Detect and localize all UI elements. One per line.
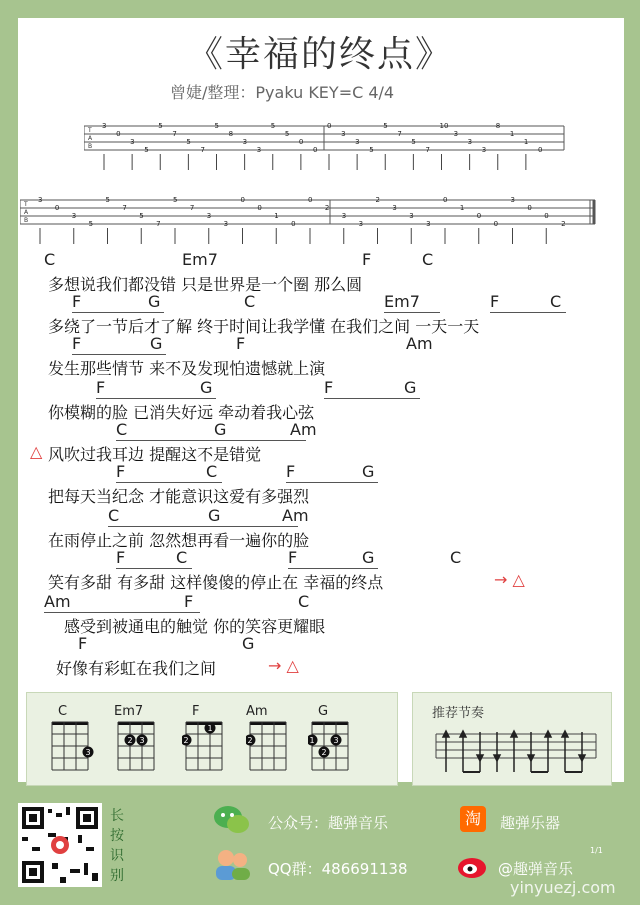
chord-underline xyxy=(96,398,216,399)
tab2-string-b: B xyxy=(24,217,29,224)
rhythm-pattern xyxy=(432,726,602,780)
tab-fret-number: 5 xyxy=(383,122,388,130)
lyric-line: 你模糊的脸 已消失好远 牵动着我心弦 xyxy=(48,403,315,422)
chord-symbol: G xyxy=(362,548,375,567)
tab2-string-t: T xyxy=(24,201,28,208)
chord-underline xyxy=(490,312,566,313)
qr-code-pattern xyxy=(18,803,102,887)
tab-fret-number: 0 xyxy=(308,196,313,204)
tab-fret-number: 1 xyxy=(523,138,529,146)
chord-finger-number: 2 xyxy=(247,736,253,745)
qq-group-icon xyxy=(212,846,254,884)
chord-symbol: F xyxy=(362,250,372,269)
tab-fret-number: 5 xyxy=(158,122,163,130)
chord-symbol: F xyxy=(78,634,88,653)
tab-fret-number: 1 xyxy=(509,130,515,138)
chord-diagram-name: Em7 xyxy=(114,704,144,719)
tab-fret-number: 3 xyxy=(409,212,414,220)
tab-fret-number: 3 xyxy=(467,138,473,146)
chord-underline xyxy=(72,354,166,355)
tab-fret-number: 7 xyxy=(122,204,127,212)
chord-symbol: Am xyxy=(44,592,71,611)
tab-fret-number: 0 xyxy=(476,212,482,220)
chord-underline xyxy=(44,612,200,613)
repeat-arrow: → △ xyxy=(494,570,525,589)
chord-diagram-name: Am xyxy=(246,704,268,719)
tab-fret-number: 3 xyxy=(38,196,43,204)
tab-fret-number: 8 xyxy=(228,130,234,138)
chord-symbol: G xyxy=(200,378,213,397)
chord-symbol: Am xyxy=(282,506,309,525)
tab-fret-number: 0 xyxy=(527,204,532,212)
tab-fret-number: 2 xyxy=(324,204,330,212)
tab-fret-number: 3 xyxy=(453,130,459,138)
chord-symbol: C xyxy=(206,462,218,481)
tab-fret-number: 3 xyxy=(256,146,262,154)
lyric-line: 风吹过我耳边 提醒这不是错觉 xyxy=(48,445,262,464)
chord-symbol: F xyxy=(324,378,334,397)
tab-fret-number: 3 xyxy=(206,212,212,220)
tab-fret-number: 3 xyxy=(358,220,364,228)
chord-symbol: Am xyxy=(290,420,317,439)
chord-underline xyxy=(72,312,164,313)
tab2-string-a: A xyxy=(24,209,29,216)
chord-symbol: F xyxy=(184,592,194,611)
chord-symbol: F xyxy=(116,462,126,481)
chord-diagram-name: F xyxy=(192,704,200,719)
chord-underline xyxy=(286,482,378,483)
chord-diagram-name: C xyxy=(58,704,68,719)
chord-symbol: G xyxy=(404,378,417,397)
tab-fret-number: 5 xyxy=(284,130,290,138)
chord-finger-number: 2 xyxy=(127,736,133,745)
chord-underline xyxy=(116,568,192,569)
tab-string-b: B xyxy=(88,143,93,150)
taobao-shop: 趣弹乐器 xyxy=(500,814,561,832)
chord-diagram-grid xyxy=(114,720,164,780)
chord-underline xyxy=(116,482,222,483)
chord-finger-number: 3 xyxy=(333,736,339,745)
tab-fret-number: 0 xyxy=(298,138,304,146)
lyric-line: 笑有多甜 有多甜 这样傻傻的停止在 幸福的终点 xyxy=(48,573,384,592)
chord-diagram-grid xyxy=(48,720,98,780)
tab-fret-number: 8 xyxy=(495,122,501,130)
chord-finger-number: 3 xyxy=(85,748,91,757)
chord-underline xyxy=(108,526,298,527)
tab-fret-number: 0 xyxy=(544,212,549,220)
chord-underline xyxy=(324,398,420,399)
tab-fret-number: 5 xyxy=(173,196,178,204)
chord-symbol: G xyxy=(362,462,375,481)
tab-staff-row-2 xyxy=(20,190,620,252)
tab-fret-number: 3 xyxy=(71,212,77,220)
lyric-line: 发生那些情节 来不及发现怕遗憾就上演 xyxy=(48,359,326,378)
tab-fret-number: 7 xyxy=(397,130,402,138)
chord-symbol: F xyxy=(96,378,106,397)
chord-symbol: F xyxy=(286,462,296,481)
chord-symbol: F xyxy=(116,548,126,567)
chord-symbol: F xyxy=(72,334,82,353)
repeat-arrow: → △ xyxy=(268,656,299,675)
chord-symbol: C xyxy=(108,506,120,525)
tab-fret-number: 3 xyxy=(355,138,360,146)
rhythm-title: 推荐节奏 xyxy=(432,706,485,721)
taobao-icon: 淘 xyxy=(460,806,486,832)
lyric-line: 多想说我们都没错 只是世界是一个圈 那么圆 xyxy=(48,275,363,294)
lyric-line: 把每天当纪念 才能意识这爱有多强烈 xyxy=(48,487,310,506)
chord-symbol: F xyxy=(490,292,500,311)
wechat-icon xyxy=(212,802,252,838)
tab-fret-number: 5 xyxy=(270,122,276,130)
tab-staff-row-1 xyxy=(84,116,574,178)
lyric-line: 在雨停止之前 忽然想再看一遍你的脸 xyxy=(48,531,310,550)
tab-fret-number: 3 xyxy=(392,204,397,212)
chord-symbol: G xyxy=(150,334,163,353)
chord-symbol: C xyxy=(116,420,128,439)
tab-fret-number: 5 xyxy=(186,138,191,146)
chord-underline xyxy=(384,312,440,313)
tab-fret-number: 5 xyxy=(88,220,94,228)
tab-fret-number: 0 xyxy=(116,130,121,138)
tab-fret-number: 0 xyxy=(54,204,60,212)
tab-fret-number: 7 xyxy=(172,130,177,138)
tab-fret-number: 0 xyxy=(312,146,318,154)
chord-symbol: C xyxy=(550,292,562,311)
tab-fret-number: 1 xyxy=(459,204,465,212)
lyric-line: 好像有彩虹在我们之间 xyxy=(56,659,217,678)
tab-fret-number: 7 xyxy=(200,146,205,154)
tab-fret-number: 3 xyxy=(242,138,248,146)
chord-diagram-grid xyxy=(308,720,358,780)
tab-fret-number: 5 xyxy=(369,146,374,154)
chord-finger-number: 2 xyxy=(321,748,327,757)
tab-fret-number: 2 xyxy=(375,196,380,204)
tab-fret-number: 0 xyxy=(257,204,262,212)
tab-fret-number: 3 xyxy=(510,196,515,204)
tab-fret-number: 3 xyxy=(130,138,135,146)
chord-finger-number: 2 xyxy=(183,736,189,745)
qr-code[interactable] xyxy=(18,803,102,887)
song-title: 《幸福的终点》 xyxy=(186,34,453,75)
tab-fret-number: 0 xyxy=(327,122,332,130)
chord-diagram-grid xyxy=(246,720,296,780)
tab-fret-number: 7 xyxy=(425,146,430,154)
chord-symbol: Em7 xyxy=(384,292,420,311)
tab-string-t: T xyxy=(88,127,92,134)
site-watermark: yinyuezj.com xyxy=(510,878,616,897)
repeat-mark: △ xyxy=(30,442,43,461)
tab-fret-number: 3 xyxy=(223,220,229,228)
tab-string-a: A xyxy=(88,135,93,142)
tab-fret-number: 0 xyxy=(240,196,245,204)
chord-symbol: G xyxy=(242,634,255,653)
tab-fret-number: 7 xyxy=(156,220,161,228)
tab-fret-number: 2 xyxy=(561,220,566,228)
tab-fret-number: 3 xyxy=(102,122,107,130)
chord-symbol: C xyxy=(176,548,188,567)
tab-fret-number: 0 xyxy=(291,220,296,228)
page-number: 1/1 xyxy=(590,846,603,855)
chord-symbol: G xyxy=(214,420,227,439)
chord-symbol: G xyxy=(148,292,161,311)
lyric-line: 多绕了一节后才了解 终于时间让我学懂 在我们之间 一天一天 xyxy=(48,317,480,336)
tab-fret-number: 5 xyxy=(105,196,110,204)
chord-underline xyxy=(288,568,378,569)
chord-symbol: Em7 xyxy=(182,250,218,269)
weibo-account: @趣弹音乐 xyxy=(498,860,574,878)
chord-diagram-name: G xyxy=(318,704,329,719)
tab-fret-number: 5 xyxy=(144,146,149,154)
tab-fret-number: 0 xyxy=(537,146,543,154)
tab-fret-number: 0 xyxy=(493,220,499,228)
tab-fret-number: 5 xyxy=(411,138,416,146)
qr-label: 长按识别 xyxy=(110,808,124,884)
chord-symbol: Am xyxy=(406,334,433,353)
tab-fret-number: 3 xyxy=(481,146,487,154)
chord-symbol: C xyxy=(298,592,310,611)
chord-finger-number: 1 xyxy=(309,736,315,745)
lyric-line: 感受到被通电的触觉 你的笑容更耀眼 xyxy=(64,617,326,636)
tab-fret-number: 3 xyxy=(426,220,431,228)
chord-symbol: C xyxy=(44,250,56,269)
chord-underline xyxy=(116,440,306,441)
chord-diagram-grid xyxy=(182,720,232,780)
tab-fret-number: 3 xyxy=(341,130,346,138)
tab-fret-number: 1 xyxy=(274,212,279,220)
wechat-account: 公众号：趣弹音乐 xyxy=(268,814,389,832)
chord-symbol: C xyxy=(422,250,434,269)
weibo-icon xyxy=(456,850,492,880)
qq-group: QQ群：486691138 xyxy=(268,860,408,878)
chord-symbol: C xyxy=(450,548,462,567)
tab-fret-number: 0 xyxy=(443,196,448,204)
tab-fret-number: 10 xyxy=(439,122,449,130)
chord-finger-number: 3 xyxy=(139,736,145,745)
chord-symbol: C xyxy=(244,292,256,311)
tab-fret-number: 5 xyxy=(139,212,144,220)
chord-symbol: G xyxy=(208,506,221,525)
tab-fret-number: 7 xyxy=(189,204,195,212)
chord-symbol: F xyxy=(288,548,298,567)
song-subtitle: 曾婕/整理：Pyaku KEY=C 4/4 xyxy=(170,83,395,102)
chord-symbol: F xyxy=(72,292,82,311)
chord-finger-number: 1 xyxy=(207,724,213,733)
chord-symbol: F xyxy=(236,334,246,353)
tab-fret-number: 3 xyxy=(341,212,347,220)
tab-fret-number: 5 xyxy=(214,122,219,130)
